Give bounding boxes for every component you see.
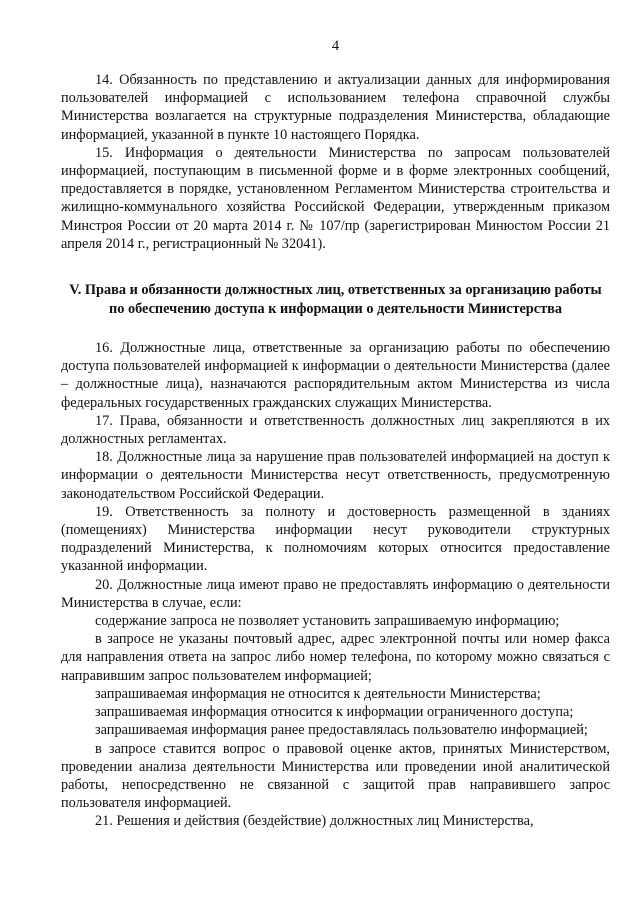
paragraph-14: 14. Обязанность по представлению и актуализации данных для информирования пользователей информацией с использованием телефона справочной службы Министерства возлагается на структурные подразделения Министерства, обладающие информацией, указанной в пункте 10 настоящего Порядка.: [61, 72, 610, 143]
section-heading: V. Права и обязанности должностных лиц, ответственных за организацию работы по обеспечению доступа к информации о деятельности Министерства: [69, 282, 602, 318]
page-number: 4: [331, 38, 340, 54]
list-item-legal-assessment: в запросе ставится вопрос о правовой оценке актов, принятых Министерством, проведении анализа деятельности Министерства или проведении иной аналитической работы, непосредственно не связанной с защитой прав направившего запрос пользователя информацией.: [61, 740, 610, 812]
paragraph-17: 17. Права, обязанности и ответственность должностных лиц закрепляются в их должностных регламентах.: [61, 412, 610, 448]
list-item-unclear-request: содержание запроса не позволяет установить запрашиваемую информацию;: [95, 613, 560, 630]
paragraph-21: 21. Решения и действия (бездействие) должностных лиц Министерства,: [95, 813, 534, 830]
paragraph-19: 19. Ответственность за полноту и достоверность размещенной в зданиях (помещениях) Министерства информации несут руководители структурных подразделений Министерства, к полномочиям которых относится предоставление указанной информации.: [61, 503, 610, 575]
list-item-previously-provided: запрашиваемая информация ранее предоставлялась пользователю информацией;: [95, 722, 588, 739]
paragraph-15: 15. Информация о деятельности Министерства по запросам пользователей информацией, поступающим в письменной форме и в форме электронных сообщений, предоставляется в порядке, установленном Регламентом Министерства строительства и жилищно-коммунального хозяйства Российской Федерации, утвержденным приказом Минстроя России от 20 марта 2014 г. № 107/пр (зарегистрирован Минюстом России 21 апреля 2014 г., регистрационный № 32041).: [61, 144, 610, 252]
list-item-not-ministry: запрашиваемая информация не относится к деятельности Министерства;: [95, 685, 541, 702]
paragraph-20: 20. Должностные лица имеют право не предоставлять информацию о деятельности Министерства в случае, если:: [61, 576, 610, 611]
list-item-restricted: запрашиваемая информация относится к информации ограниченного доступа;: [95, 704, 574, 721]
paragraph-16: 16. Должностные лица, ответственные за организацию работы по обеспечению доступа пользователей информацией к информации о деятельности Министерства (далее – должностные лица), назначаются распорядительным актом Министерства из числа федеральных государственных гражданских служащих Министерства.: [61, 340, 610, 411]
list-item-no-address: в запросе не указаны почтовый адрес, адрес электронной почты или номер факса для направления ответа на запрос либо номер телефона, по которому можно связаться с направившим запрос пользователем информацией;: [61, 631, 610, 684]
paragraph-18: 18. Должностные лица за нарушение прав пользователей информацией на доступ к информации о деятельности Министерства несут ответственность, предусмотренную законодательством Российской Федерации.: [61, 449, 610, 502]
